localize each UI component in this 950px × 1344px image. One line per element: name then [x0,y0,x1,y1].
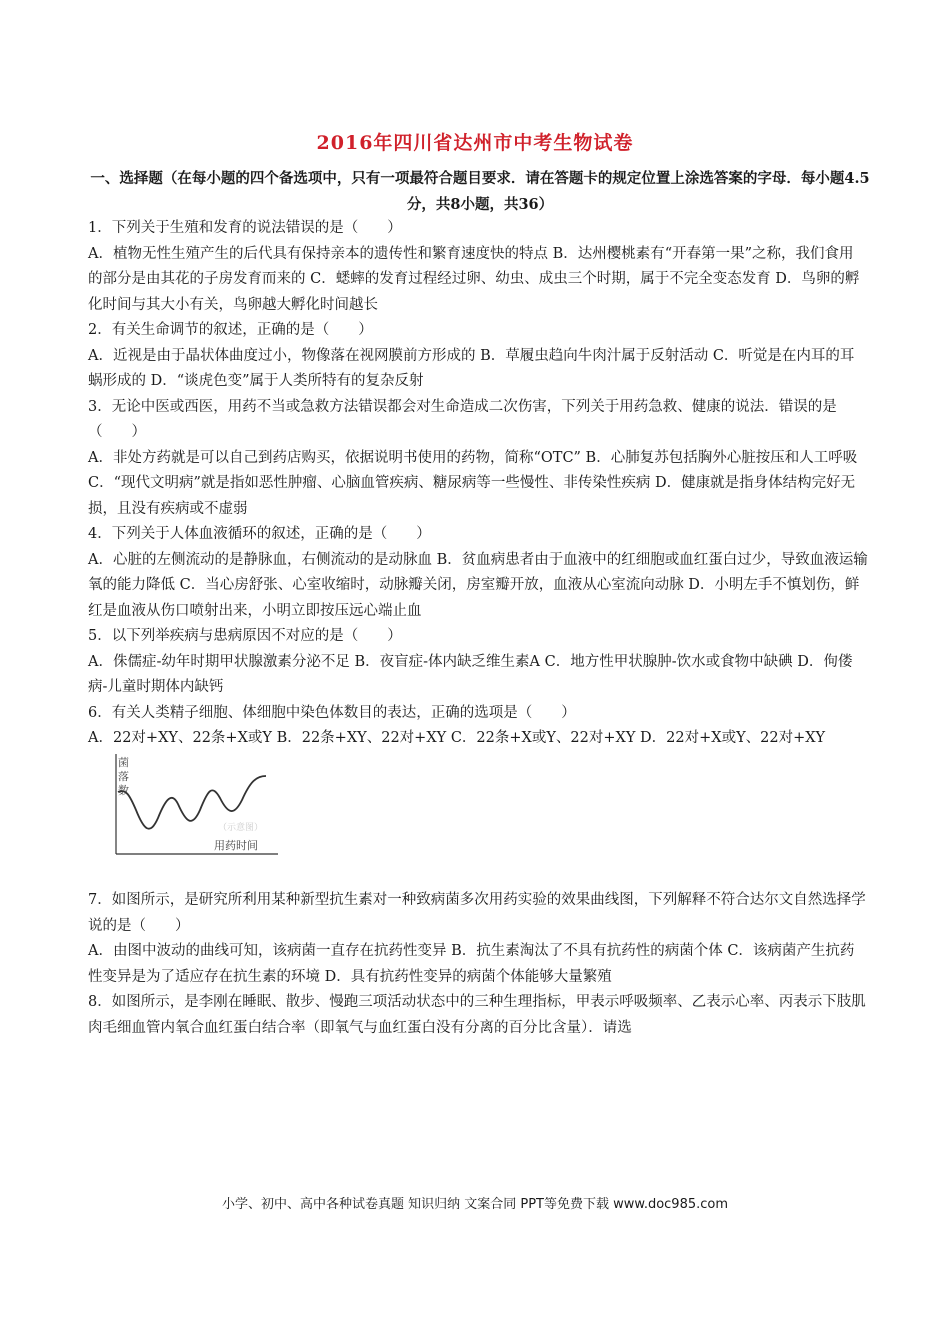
question-3 [88,395,868,523]
question-8 [88,990,868,1041]
question-options: A．植物无性生殖产生的后代具有保持亲本的遗传性和繁育速度快的特点 B．达州樱桃素有“开春第一果”之称，我们食用的部分是由其花的子房发育而来的 C．蟋蟀的发育过程经过卵、幼虫、成虫三个时期，属于不完全变态发育 D．鸟卵的孵化时间与其大小有关，鸟卵越大孵化时间越长 [88,245,860,313]
question-stem: 4．下列关于人体血液循环的叙述，正确的是（ ） [88,526,431,542]
questions-top [88,216,868,752]
questions-bottom [88,888,868,1041]
antibiotic-effect-graph [110,748,280,860]
question-options: A．非处方药就是可以自己到药店购买，依据说明书使用的药物，简称“OTC” B．心肺复苏包括胸外心脏按压和人工呼吸 C．“现代文明病”就是指如恶性肿瘤、心脑血管疾病、糖尿病等一些慢性、非传染性疾病 D．健康就是指身体结构完好无损，且没有疾病或不虚弱 [88,449,858,517]
page-title: 2016年四川省达州市中考生物试卷 [316,132,634,154]
question-options: A．近视是由于晶状体曲度过小，物像落在视网膜前方形成的 B．草履虫趋向牛肉汁属于反射活动 C．听觉是在内耳的耳蜗形成的 D．“谈虎色变”属于人类所特有的复杂反射 [88,347,855,389]
question-4 [88,522,868,624]
question-2 [88,318,868,395]
question-options: A．心脏的左侧流动的是静脉血，右侧流动的是动脉血 B．贫血病患者由于血液中的红细胞或血红蛋白过少，导致血液运输氧的能力降低 C．当心房舒张、心室收缩时，动脉瓣关闭，房室瓣开放，血液从心室流向动脉 D．小明左手不慎划伤，鲜红是血液从伤口喷射出来，小明立即按压远心端止血 [88,551,868,619]
section-heading: 一、选择题（在每小题的四个备选项中，只有一项最符合题目要求．请在答题卡的规定位置上涂选答案的字母．每小题4.5分，共8小题，共36） [90,170,870,213]
bacteria-curve [118,776,266,829]
question-stem: 5．以下列举疾病与患病原因不对应的是（ ） [88,628,402,644]
question-stem: 1．下列关于生殖和发育的说法错误的是（ ） [88,220,402,236]
question-options: A．侏儒症-幼年时期甲状腺激素分泌不足 B．夜盲症-体内缺乏维生素A C．地方性甲状腺肿-饮水或食物中缺碘 D．佝偻病-儿童时期体内缺钙 [88,653,853,695]
question-1 [88,216,868,318]
question-stem: 2．有关生命调节的叙述，正确的是（ ） [88,322,373,338]
question-stem: 6．有关人类精子细胞、体细胞中染色体数目的表达，正确的选项是（ ） [88,704,576,721]
question-6 [88,701,868,752]
question-5 [88,624,868,701]
y-axis-label: 菌 落 数 [118,756,129,797]
question-options: A．由图中波动的曲线可知，该病菌一直存在抗药性变异 B．抗生素淘汰了不具有抗药性的病菌个体 C．该病菌产生抗药性变异是为了适应存在抗生素的环境 D．具有抗药性变异的病菌个体能够大量繁殖 [88,943,855,985]
question-stem: 7．如图所示，是研究所利用某种新型抗生素对一种致病菌多次用药实验的效果曲线图，下列解释不符合达尔文自然选择学说的是（ ） [88,892,866,934]
question-stem: 8．如图所示，是李刚在睡眠、散步、慢跑三项活动状态中的三种生理指标，甲表示呼吸频率、乙表示心率、丙表示下肢肌肉毛细血管内氧合血红蛋白结合率（即氧气与血红蛋白没有分离的百分比含量）．请选 [88,994,866,1036]
footer-text: 小学、初中、高中各种试卷真题 知识归纳 文案合同 PPT等免费下载 www.doc985.com [221,1197,729,1212]
question-stem: 3．无论中医或西医，用药不当或急救方法错误都会对生命造成二次伤害，下列关于用药急救、健康的说法．错误的是（ ） [88,398,837,440]
question-7 [88,888,868,990]
watermark-text: （示意图） [218,823,264,833]
question-options: A．22对+XY、22条+X或Y B．22条+XY、22对+XY C．22条+X或Y、22对+XY D．22对+X或Y、22对+XY [88,730,826,746]
x-axis-label: 用药时间 [214,839,258,852]
